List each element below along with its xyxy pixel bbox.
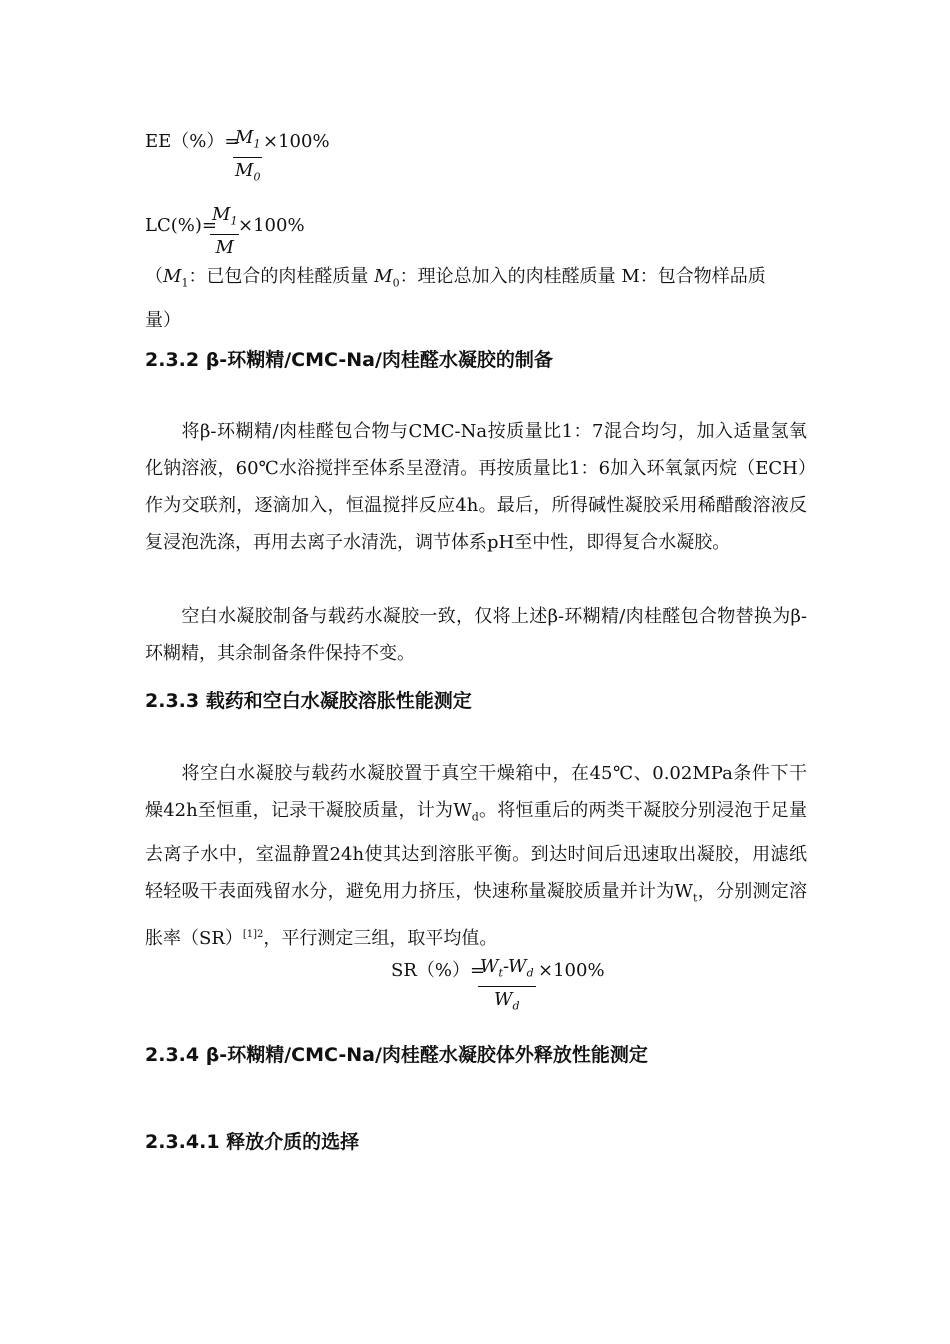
sub-1: 1 — [253, 137, 261, 151]
formula-ee-fraction — [233, 126, 262, 190]
formula-ee — [145, 123, 239, 160]
formula-lc-lhs: LC(%)= — [145, 215, 217, 236]
paragraph-text: 将空白水凝胶与载药水凝胶置于真空干燥箱中，在45℃、0.02MPa条件下干燥42h至恒重，记录干凝胶质量，计为W — [145, 763, 807, 821]
formula-ee-lhs: EE（%）= — [145, 131, 240, 152]
paragraph-text: 空白水凝胶制备与载药水凝胶一致，仅将上述β-环糊精/肉桂醛包合物替换为β-环糊精，其余制备条件保持不变。 — [145, 606, 807, 664]
var-m0: M — [374, 266, 393, 287]
formula-sr-numerator — [478, 955, 536, 987]
paragraph-text: 将β-环糊精/肉桂醛包合物与CMC-Na按质量比1：7混合均匀，加入适量氢氧化钠溶液，60℃水浴搅拌至体系呈澄清。再按质量比1：6加入环氧氯丙烷（ECH）作为交联剂，逐滴加入，恒温搅拌反应4h。最后，所得碱性凝胶采用稀醋酸溶液反复浸泡洗涤，再用去离子水清洗，调节体系pH至中性，即得复合水凝胶。 — [145, 421, 807, 553]
sub-0: 0 — [253, 170, 261, 184]
formula-ee-tail: ×100% — [263, 131, 330, 152]
heading-2-3-4-1: 2.3.4.1 释放介质的选择 — [145, 1131, 360, 1153]
heading-2-3-4: 2.3.4 β-环糊精/CMC-Na/肉桂醛水凝胶体外释放性能测定 — [145, 1044, 648, 1066]
formula-sr-fraction — [478, 955, 536, 1019]
citation: [1]2 — [242, 929, 264, 941]
paragraph-text: ，平行测定三组，取平均值。 — [263, 928, 498, 950]
paragraph-text: 。将恒重后的两类干凝胶分别浸泡于足量去离子水中，室温静置24h使其达到溶胀平衡。到达时间后迅速取出凝胶，用滤纸轻轻吸干表面残留水分，避免用力挤压，快速称量凝胶质量并计为W — [145, 800, 808, 902]
variable-note — [145, 258, 807, 339]
formula-sr-lhs: SR（%）= — [391, 960, 486, 981]
note-m0-text: ：理论总加入的肉桂醛质量 M：包合物样品质 — [399, 266, 766, 287]
formula-lc-denominator: M — [215, 236, 234, 258]
sub-0: 0 — [392, 276, 400, 290]
var-w: W — [508, 956, 527, 977]
heading-2-3-2: 2.3.2 β-环糊精/CMC-Na/肉桂醛水凝胶的制备 — [145, 349, 553, 371]
minus: - — [502, 956, 509, 977]
sub-d: d — [471, 810, 479, 824]
note-m1-text: ：已包合的肉桂醛质量 — [188, 266, 375, 287]
formula-sr-tail: ×100% — [538, 960, 605, 981]
sub-t: t — [693, 891, 698, 905]
var-m: M — [235, 127, 254, 148]
paragraph-2-3-2-a — [145, 413, 807, 561]
var-w: W — [480, 956, 499, 977]
formula-ee-denominator — [233, 158, 262, 191]
formula-lc-fraction — [210, 203, 239, 261]
paragraph-2-3-2-b — [145, 598, 807, 672]
sub-1: 1 — [181, 276, 189, 290]
var-m: M — [235, 159, 254, 181]
sub-1: 1 — [230, 214, 238, 228]
paragraph-text: ，分别测定溶胀率（SR） — [145, 880, 808, 950]
formula-lc-tail: ×100% — [238, 215, 305, 236]
formula-ee-numerator — [233, 126, 262, 158]
note-open: （ — [145, 266, 163, 287]
formula-sr-denominator — [478, 987, 536, 1020]
var-w: W — [494, 988, 513, 1010]
var-m: M — [212, 204, 231, 225]
sub-d: d — [512, 999, 520, 1013]
note-line2: 量） — [145, 309, 181, 331]
paragraph-2-3-3 — [145, 755, 807, 957]
formula-lc-numerator — [210, 203, 239, 235]
var-m1: M — [163, 266, 182, 287]
sub-t: t — [498, 966, 503, 980]
sub-d: d — [526, 966, 534, 980]
heading-2-3-3: 2.3.3 载药和空白水凝胶溶胀性能测定 — [145, 690, 472, 712]
